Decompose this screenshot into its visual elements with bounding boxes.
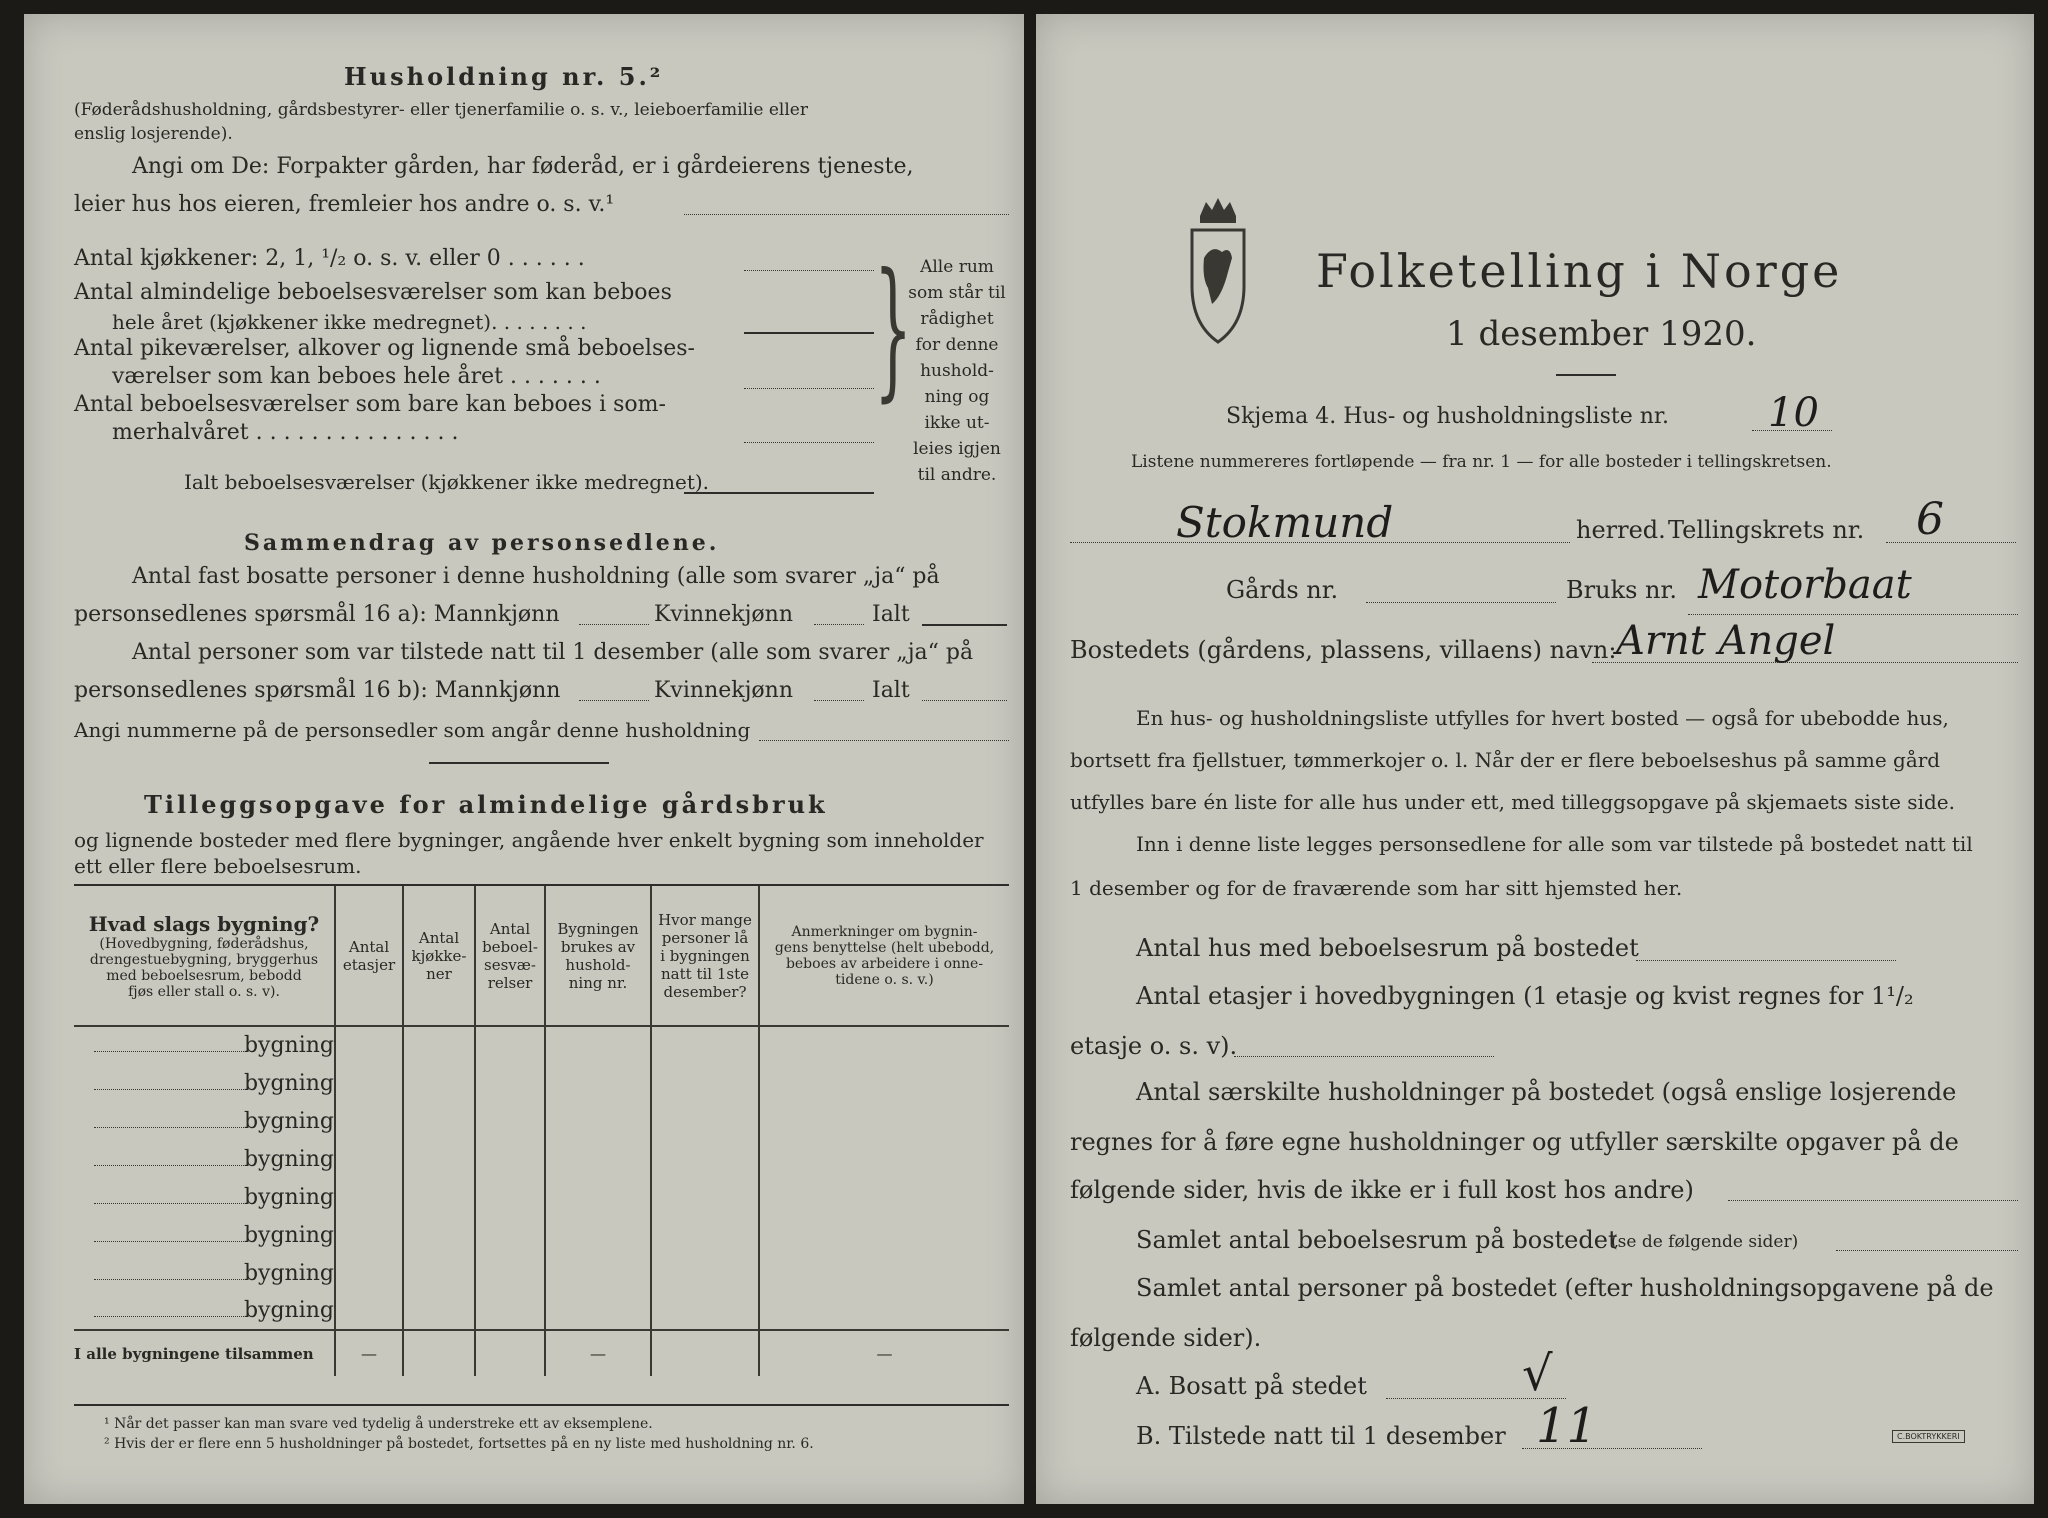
summary-p2-2: personsedlenes spørsmål 16 b): Mannkjønn [74, 678, 561, 703]
bosted-value: Arnt Angel [1616, 618, 1836, 664]
bruks-label: Bruks nr. [1566, 576, 1677, 604]
gards-label: Gårds nr. [1226, 576, 1339, 604]
col-header-floors: Antal etasjer [335, 886, 403, 1026]
a-label: A. Bosatt på stedet [1136, 1372, 1367, 1400]
summer-rooms-field[interactable] [744, 442, 874, 443]
herred-value: Stokmund [1176, 498, 1394, 547]
herred-label: herred. [1576, 516, 1666, 544]
q-hus-label: Antal hus med beboelsesrum på bostedet [1136, 934, 1639, 962]
bruks-field[interactable] [1688, 614, 2018, 615]
q-hush-label-3: følgende sider, hvis de ikke er i full kost hos andre) [1070, 1176, 1694, 1204]
col-header-building: Hvad slags bygning? (Hovedbygning, føderådshus, drengestuebygning, bryggerhus med beboelsesrum, bebodd fjøs eller stall o. s. v). [74, 886, 335, 1026]
table-row: bygning [74, 1178, 1009, 1216]
col-header-persons: Hvor mange personer lå i bygningen natt til 1ste desember? [651, 886, 759, 1026]
instr-line-1: En hus- og husholdningsliste utfylles for hvert bosted — også for ubebodde hus, [1136, 706, 1949, 730]
summary-p1: Antal fast bosatte personer i denne husholdning (alle som svarer „ja“ på [132, 564, 940, 589]
kitchens-field[interactable] [744, 270, 874, 271]
col-header-remarks: Anmerkninger om bygnin- gens benyttelse (helt ubebodd, beboes av arbeidere i onne- tidene o. s. v.) [759, 886, 1009, 1026]
summer-rooms-label: Antal beboelsesværelser som bare kan beboes i som- [74, 392, 666, 417]
p1-total-label: Ialt [872, 602, 910, 627]
coat-of-arms-icon [1186, 196, 1250, 346]
right-page [1036, 14, 2034, 1504]
p2-female-field[interactable] [814, 700, 864, 701]
census-title: Folketelling i Norge [1316, 244, 1843, 298]
instr-line-3: utfylles bare én liste for alle hus under ett, med tilleggsopgave på skjemaets siste side. [1070, 790, 1955, 814]
p1-female-label: Kvinnekjønn [654, 602, 793, 627]
col-header-rooms: Antal beboel- sesvæ- relser [475, 886, 545, 1026]
tellingskrets-field[interactable] [1886, 542, 2016, 543]
side-note: Alle rum som står til rådighet for denne hushold- ning og ikke ut- leies igjen til andre. [908, 257, 1006, 485]
p2-total-field[interactable] [922, 700, 1007, 701]
maid-rooms-label-2: værelser som kan beboes hele året . . . . . . . [112, 364, 601, 389]
table-bottom-rule [74, 1404, 1009, 1406]
census-date: 1 desember 1920. [1446, 314, 1757, 354]
b-value: 11 [1536, 1398, 1598, 1454]
footnote-2: ² Hvis der er flere enn 5 husholdninger på bostedet, fortsettes på en ny liste med husholdning nr. 6. [104, 1436, 814, 1452]
skjema-value: 10 [1768, 390, 1819, 436]
q-hush-label-2: regnes for å føre egne husholdninger og utfyller særskilte opgaver på de [1070, 1128, 1959, 1156]
skjema-label: Skjema 4. Hus- og husholdningsliste nr. [1226, 404, 1669, 429]
footnote-1: ¹ Når det passer kan man svare ved tydelig å understreke ett av eksemplene. [104, 1416, 653, 1432]
table-total-row: I alle bygningene tilsammen — — — [74, 1330, 1009, 1376]
instr-line-5: 1 desember og for de fraværende som har sitt hjemsted her. [1070, 876, 1683, 900]
p1-female-field[interactable] [814, 624, 864, 625]
col-header-kitchens: Antal kjøkke- ner [403, 886, 475, 1026]
table-row: bygning [74, 1064, 1009, 1102]
maid-rooms-label: Antal pikeværelser, alkover og lignende små beboelses- [74, 336, 695, 361]
q-hus-field[interactable] [1636, 960, 1896, 961]
maid-rooms-field[interactable] [744, 388, 874, 389]
q-rum-label: Samlet antal beboelsesrum på bostedet [1136, 1226, 1618, 1254]
divider [429, 762, 609, 764]
q-rum-field[interactable] [1836, 1250, 2018, 1251]
q-etasjer-label-2: etasje o. s. v). [1070, 1032, 1238, 1060]
q-hush-label: Antal særskilte husholdninger på bostedet (også enslige losjerende [1136, 1078, 1957, 1106]
household-subtitle-2: enslig losjerende). [74, 124, 233, 144]
angi-nummerne: Angi nummerne på de personsedler som angår denne husholdning [74, 718, 751, 742]
printer-stamp: C.BOKTRYKKERI [1892, 1430, 1965, 1443]
left-page [24, 14, 1024, 1504]
ordinary-rooms-label: Antal almindelige beboelsesværelser som kan beboes [74, 280, 672, 305]
summary-title: Sammendrag av personsedlene. [244, 530, 720, 556]
listene-text: Listene nummereres fortløpende — fra nr. 1 — for alle bosteder i tellingskretsen. [1131, 452, 1832, 472]
total-rooms-label: Ialt beboelsesværelser (kjøkkener ikke medregnet). [184, 470, 710, 494]
table-row: bygning [74, 1102, 1009, 1140]
bruks-value: Motorbaat [1698, 562, 1912, 608]
p2-female-label: Kvinnekjønn [654, 678, 793, 703]
table-row: bygning [74, 1140, 1009, 1178]
q-etasjer-field[interactable] [1234, 1056, 1494, 1057]
household-title: Husholdning nr. 5.² [344, 62, 664, 91]
q-pers-label-2: følgende sider). [1070, 1324, 1262, 1352]
col-header-household: Bygningen brukes av hushold- ning nr. [545, 886, 651, 1026]
instr-line-2: bortsett fra fjellstuer, tømmerkojer o. l. Når der er flere beboelseshus på samme gård [1070, 748, 1941, 772]
summer-rooms-label-2: merhalvåret . . . . . . . . . . . . . . . [112, 420, 459, 445]
angi-field[interactable] [684, 214, 1009, 215]
instr-line-4: Inn i denne liste legges personsedlene for alle som var tilstede på bostedet natt til [1136, 832, 1973, 856]
q-hush-field[interactable] [1728, 1200, 2018, 1201]
q-rum-note: (se de følgende sider) [1611, 1232, 1799, 1252]
p1-male-field[interactable] [579, 624, 649, 625]
bosted-label: Bostedets (gårdens, plassens, villaens) navn: [1070, 636, 1617, 664]
buildings-table [74, 886, 1009, 1376]
table-row: bygning [74, 1026, 1009, 1064]
table-row: bygning [74, 1254, 1009, 1292]
p2-total-label: Ialt [872, 678, 910, 703]
gards-field[interactable] [1366, 602, 1556, 603]
tillegg-text-2: ett eller flere beboelsesrum. [74, 854, 362, 878]
nummerne-field[interactable] [759, 740, 1009, 741]
q-pers-label: Samlet antal personer på bostedet (efter husholdningsopgavene på de [1136, 1274, 1994, 1302]
q-etasjer-label: Antal etasjer i hovedbygningen (1 etasje og kvist regnes for 1¹/₂ [1136, 982, 1914, 1010]
tillegg-title: Tilleggsopgave for almindelige gårdsbruk [144, 790, 828, 819]
table-row: bygning [74, 1216, 1009, 1254]
angi-text-2: leier hus hos eieren, fremleier hos andre o. s. v.¹ [74, 192, 615, 217]
household-subtitle: (Føderådshusholdning, gårdsbestyrer- eller tjenerfamilie o. s. v., leieboerfamilie eller [74, 100, 808, 120]
ordinary-rooms-field[interactable] [744, 332, 874, 334]
tillegg-text: og lignende bosteder med flere bygninger, angående hver enkelt bygning som inneholder [74, 828, 984, 852]
kitchens-label: Antal kjøkkener: 2, 1, ¹/₂ o. s. v. eller 0 . . . . . . [74, 246, 585, 271]
p1-total-field[interactable] [922, 624, 1007, 626]
tellingskrets-value: 6 [1916, 494, 1944, 545]
summary-p2: Antal personer som var tilstede natt til 1 desember (alle som svarer „ja“ på [132, 640, 974, 665]
title-rule [1556, 374, 1616, 376]
table-row: bygning [74, 1292, 1009, 1330]
total-rooms-field[interactable] [684, 492, 874, 494]
tellingskrets-label: Tellingskrets nr. [1668, 516, 1865, 544]
summary-p1-2: personsedlenes spørsmål 16 a): Mannkjønn [74, 602, 560, 627]
b-label: B. Tilstede natt til 1 desember [1136, 1422, 1506, 1450]
a-value: √ [1522, 1346, 1553, 1402]
angi-text: Angi om De: Forpakter gården, har føderåd, er i gårdeierens tjeneste, [132, 154, 914, 179]
p2-male-field[interactable] [579, 700, 649, 701]
brace-glyph: } [874, 242, 913, 416]
ordinary-rooms-label-2: hele året (kjøkkener ikke medregnet). . . . . . . . [112, 310, 587, 334]
